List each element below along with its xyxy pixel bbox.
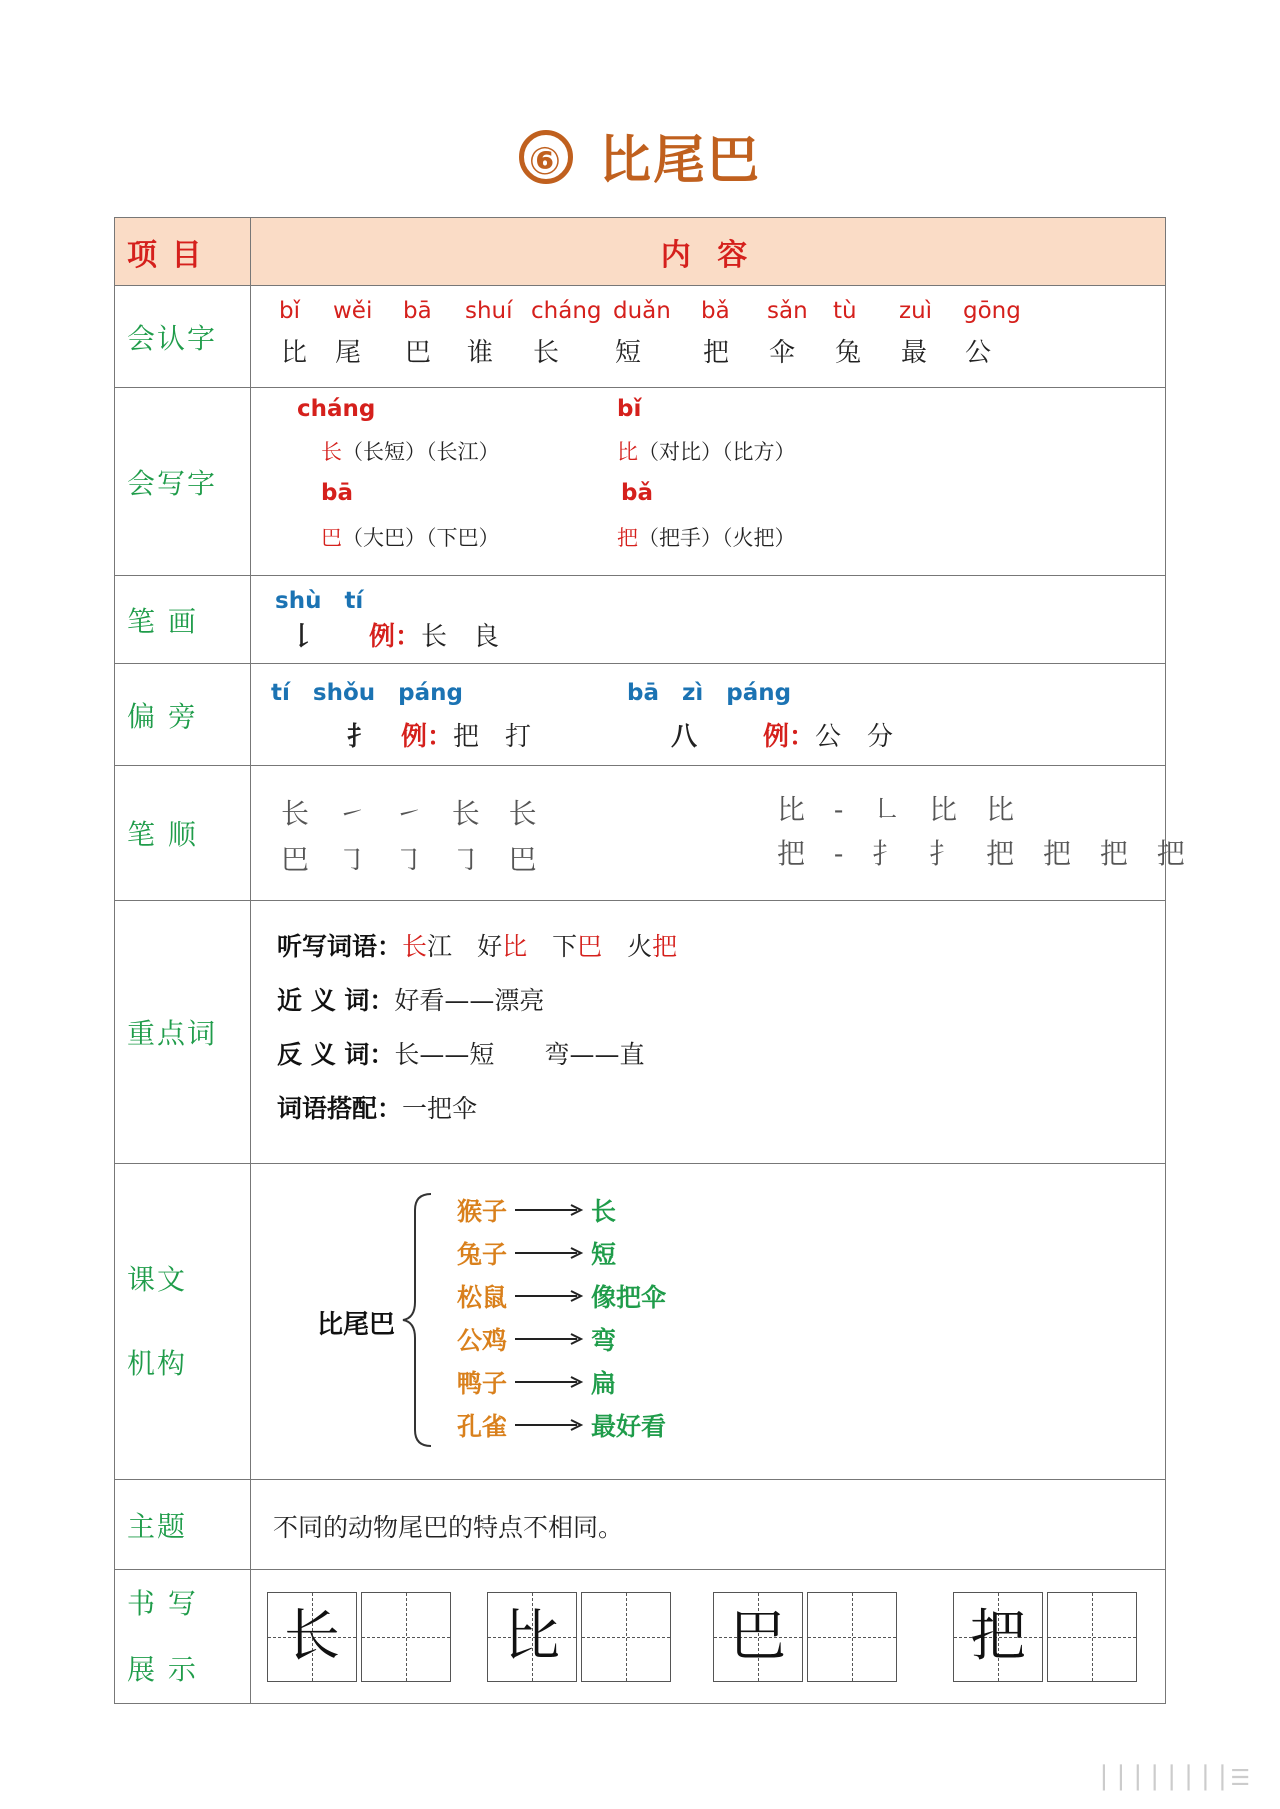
radical-example: 例：把 打 (401, 722, 532, 752)
structure-trait: 短 (591, 1240, 617, 1269)
write-pinyin: cháng (297, 396, 376, 422)
recognize-pinyin: sǎn (767, 298, 808, 324)
row-label-display (115, 1570, 251, 1704)
write-pinyin: bǐ (617, 396, 642, 422)
recognize-pinyin: cháng (531, 298, 602, 324)
structure-label-top: 课文 (127, 1262, 188, 1296)
row-label-order: 笔 顺 (115, 766, 251, 901)
row-recognize (115, 286, 1166, 388)
structure-root: 比尾巴 (317, 1310, 396, 1340)
recognize-pinyin: tù (833, 298, 857, 324)
stroke-order-line: 长 ㇀ ㇀ 长 长 (281, 797, 547, 830)
recognize-char: 把 (703, 338, 730, 368)
writing-grid-empty (807, 1592, 897, 1682)
structure-trait: 弯 (591, 1326, 617, 1355)
recognize-char: 最 (901, 338, 928, 368)
radical-pinyin: tí shǒu páng (271, 680, 463, 706)
arrow-icon (513, 1245, 585, 1261)
stroke-pinyin: shù tí (275, 588, 364, 614)
stroke-example: 例：长 良 (369, 622, 500, 652)
row-label-write: 会写字 (115, 388, 251, 576)
radical-pinyin: bā zì páng (627, 680, 792, 706)
stroke-order-line: 把 - 扌 扌 把 把 把 把 (777, 837, 1195, 870)
brace-icon (401, 1190, 441, 1450)
structure-trait: 扁 (591, 1369, 617, 1398)
row-structure (115, 1164, 1166, 1480)
writing-grid-char: 巴 (730, 1604, 786, 1669)
writing-grid-char: 长 (284, 1604, 340, 1669)
row-stroke (115, 576, 1166, 664)
write-pinyin: bā (321, 480, 353, 506)
radical-symbol: 扌 (347, 722, 374, 752)
writing-grid-empty (581, 1592, 671, 1682)
recognize-pinyin: gōng (963, 298, 1021, 324)
radical-example: 例：公 分 (763, 722, 894, 752)
decorative-bars: ▕▕▕▕▕▕▕▕ ☰ (1087, 1766, 1250, 1791)
recognize-pinyin: bǐ (279, 298, 300, 324)
stroke-symbol: 𠄌 (289, 622, 316, 652)
write-item: 把（把手）（火把） (617, 526, 796, 550)
synonym-line: 近 义 词：好看——漂亮 (277, 986, 545, 1015)
arrow-icon (513, 1374, 585, 1390)
writing-grid-char: 把 (970, 1604, 1026, 1669)
recognize-char: 比 (281, 338, 308, 368)
row-label-theme: 主题 (115, 1480, 251, 1570)
stroke-content (251, 576, 1166, 664)
structure-animal: 公鸡 (457, 1326, 508, 1355)
writing-grid-empty (361, 1592, 451, 1682)
table-header-row (115, 218, 1166, 286)
display-label-top: 书 写 (127, 1586, 198, 1620)
structure-trait: 像把伞 (591, 1283, 667, 1312)
arrow-icon (513, 1202, 585, 1218)
recognize-char: 公 (965, 338, 992, 368)
recognize-char: 短 (615, 338, 642, 368)
writing-grid-char: 比 (504, 1604, 560, 1669)
row-radical (115, 664, 1166, 766)
recognize-char: 谁 (467, 338, 494, 368)
lesson-title: 比尾巴 (598, 131, 761, 191)
write-item: 巴（大巴）（下巴） (321, 526, 500, 550)
recognize-char: 巴 (405, 338, 432, 368)
recognize-char: 兔 (835, 338, 862, 368)
writing-grid-cell (487, 1592, 577, 1682)
recognize-pinyin: bǎ (701, 298, 730, 324)
keywords-content (251, 901, 1166, 1164)
radical-content (251, 664, 1166, 766)
antonym-line: 反 义 词：长——短 弯——直 (277, 1040, 645, 1069)
recognize-char: 伞 (769, 338, 796, 368)
structure-label-bottom: 机构 (127, 1346, 188, 1380)
collocation-line: 词语搭配：一把伞 (277, 1094, 478, 1123)
row-label-radical: 偏 旁 (115, 664, 251, 766)
stroke-order-line: 巴 ㇆ ㇆ ㇆ 巴 (281, 843, 547, 876)
recognize-pinyin: zuì (899, 298, 933, 324)
write-item: 长（长短）（长江） (321, 440, 500, 464)
lesson-table (114, 217, 1195, 1704)
recognize-pinyin: shuí (465, 298, 513, 324)
write-pinyin: bǎ (621, 480, 653, 506)
arrow-icon (513, 1331, 585, 1347)
structure-animal: 鸭子 (457, 1369, 508, 1398)
arrow-icon (513, 1288, 585, 1304)
structure-animal: 猴子 (457, 1197, 508, 1226)
header-content-col: 内 容 (251, 218, 1166, 286)
row-label-structure (115, 1164, 251, 1480)
radical-symbol: 八 (671, 722, 698, 752)
stroke-order-line: 比 - ㇗ 比 比 (777, 793, 1025, 826)
write-item: 比（对比）（比方） (617, 440, 796, 464)
recognize-pinyin: wěi (333, 298, 373, 324)
structure-content (251, 1164, 1166, 1480)
structure-animal: 孔雀 (457, 1412, 508, 1441)
row-label-stroke: 笔 画 (115, 576, 251, 664)
structure-trait: 长 (591, 1197, 617, 1226)
recognize-content (251, 286, 1166, 388)
theme-content (251, 1480, 1166, 1570)
arrow-icon (513, 1417, 585, 1433)
row-write (115, 388, 1166, 576)
theme-text: 不同的动物尾巴的特点不相同。 (273, 1513, 624, 1542)
write-content (251, 388, 1166, 576)
order-content (251, 766, 1195, 901)
structure-animal: 兔子 (457, 1240, 508, 1269)
writing-grid-cell (713, 1592, 803, 1682)
recognize-pinyin: bā (403, 298, 432, 324)
structure-trait: 最好看 (591, 1412, 667, 1441)
row-label-keywords: 重点词 (115, 901, 251, 1164)
lesson-number: ⑥ (519, 130, 573, 184)
page-title (0, 118, 1280, 193)
row-display (115, 1570, 1166, 1704)
recognize-char: 尾 (335, 338, 362, 368)
writing-grid-cell (267, 1592, 357, 1682)
writing-grid-empty (1047, 1592, 1137, 1682)
row-order (115, 766, 1166, 901)
display-label-bottom: 展 示 (127, 1652, 198, 1686)
display-content (251, 1570, 1166, 1704)
row-label-recognize: 会认字 (115, 286, 251, 388)
dictation-line: 听写词语：长江 好比 下巴 火把 (277, 932, 678, 961)
structure-animal: 松鼠 (457, 1283, 508, 1312)
recognize-pinyin: duǎn (613, 298, 671, 324)
writing-grid-cell (953, 1592, 1043, 1682)
row-keywords (115, 901, 1166, 1164)
recognize-char: 长 (533, 338, 560, 368)
header-item-col: 项 目 (115, 218, 251, 286)
row-theme (115, 1480, 1166, 1570)
